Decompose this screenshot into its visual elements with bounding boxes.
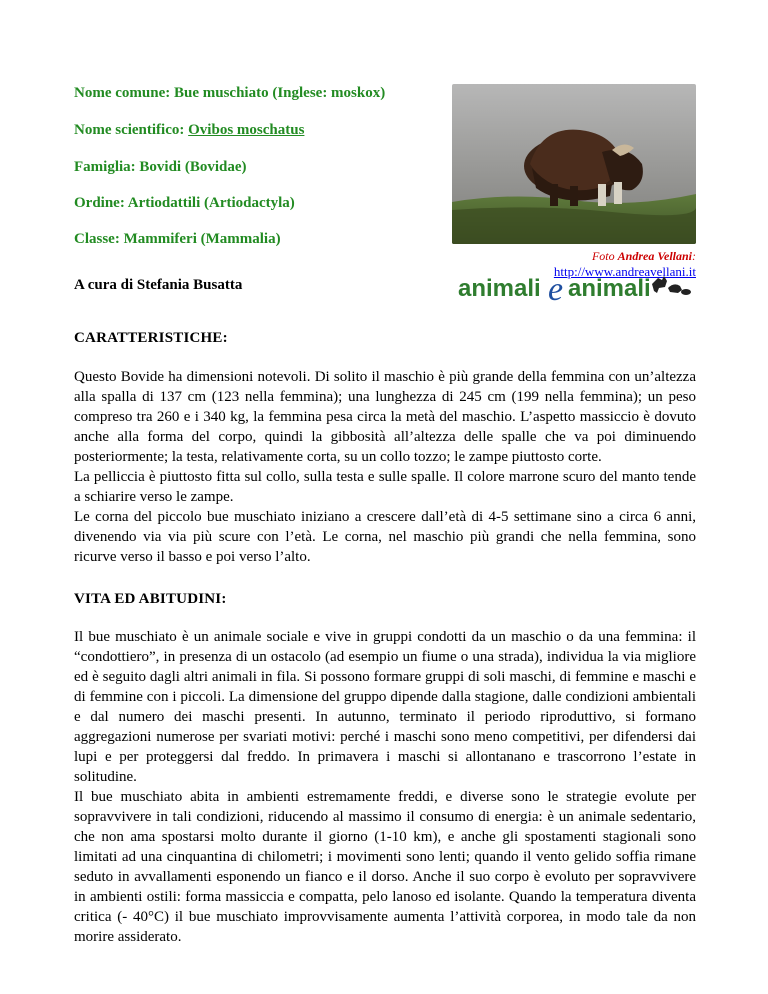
caption-author: Andrea Vellani	[617, 249, 692, 263]
family: Famiglia: Bovidi (Bovidae)	[74, 159, 247, 175]
caption-link[interactable]: http://www.andreavellani.it	[553, 264, 696, 279]
scientific-name-link[interactable]: Ovibos moschatus	[188, 122, 305, 138]
animal-silhouettes-icon	[652, 276, 691, 295]
characteristics-paragraph: Le corna del piccolo bue muschiato iniziano a crescere dall’età di 4-5 settimane sino a circa 6 anni, divenendo via via più scure con l’età. Le corna, nel maschio più grandi che nella femmina, sono ricurve verso il basso e poi verso l’alto.	[74, 509, 696, 565]
caption-separator: :	[692, 249, 696, 263]
order: Ordine: Artiodattili (Artiodactyla)	[74, 195, 295, 211]
logo-text-left: animali	[458, 275, 541, 302]
life-body	[74, 627, 696, 947]
animalieanimali-logo	[456, 270, 694, 306]
scientific-name-label: Nome scientifico:	[74, 122, 189, 138]
class: Classe: Mammiferi (Mammalia)	[74, 231, 281, 247]
caption-prefix: Foto	[591, 249, 618, 263]
scientific-name-line	[74, 122, 304, 139]
characteristics-body	[74, 367, 696, 567]
characteristics-heading: CARATTERISTICHE:	[74, 330, 228, 346]
logo-text-right: animali	[568, 275, 651, 302]
characteristics-paragraph: Questo Bovide ha dimensioni notevoli. Di solito il maschio è più grande della femmina con un’altezza alla spalla di 137 cm (123 nella femmina); una lunghezza di 245 cm (199 nella femmina); un peso compreso tra 260 e i 340 kg, la femmina pesa circa la metà del maschio. L’aspetto massiccio è dovuto anche alla forma del corpo, quindi la gibbosità all’altezza delle spalle che va poi diminuendo posteriormente; la testa, relativamente corta, su un collo tozzo; le zampe piuttosto corte.	[74, 369, 696, 465]
life-paragraph: Il bue muschiato è un animale sociale e vive in gruppi condotti da un maschio o da una femmina: il “condottiero”, in presenza di un ostacolo (ad esempio un fiume o una strada), individua la via migliore ed è seguito dagli altri animali in fila. Si possono formare gruppi di soli maschi, di femmine e maschi e di femmine con i piccoli. La dimensione del gruppo dipende dalla stagione, dalle condizioni ambientali e dal numero dei maschi presenti. In autunno, terminato il periodo riproduttivo, si formano aggregazioni numerose per svariati motivi: perché i maschi sono meno competitivi, per difendersi dai lupi e per proteggersi dal freddo. In primavera i maschi si allontanano e trascorrono l’estate in solitudine.	[74, 629, 696, 785]
common-name: Nome comune: Bue muschiato (Inglese: moskox)	[74, 85, 386, 101]
author-credit: A cura di Stefania Busatta	[74, 277, 243, 293]
life-paragraph: Il bue muschiato abita in ambienti estremamente freddi, e diverse sono le strategie evolute per sopravvivere in tali condizioni, riducendo al massimo il consumo di energia: è un animale sedentario, che non ama spostarsi molto durante il giorno (1-10 km), e anche gli spostamenti stagionali sono limitati ad una cinquantina di chilometri; i movimenti sono lenti; quando il vento gelido soffia rimane seduto in avvallamenti esponendo un fianco e il dorso. Anche il suo corpo è evoluto per sopravvivere in ambienti ostili: forma massiccia e compatta, pelo lanoso ed isolante. Quando la temperatura diventa critica (- 40°C) il bue muschiato improvvisamente aumenta l’attività corporea, in modo tale da non morire assiderato.	[74, 789, 696, 945]
logo-text-mid: e	[548, 271, 564, 306]
muskox-photo	[452, 84, 696, 244]
characteristics-paragraph: La pelliccia è piuttosto fitta sul collo, sulla testa e sulle spalle. Il colore marrone scuro del manto tende a schiarire verso le zampe.	[74, 469, 696, 505]
life-heading: VITA ED ABITUDINI:	[74, 591, 227, 607]
